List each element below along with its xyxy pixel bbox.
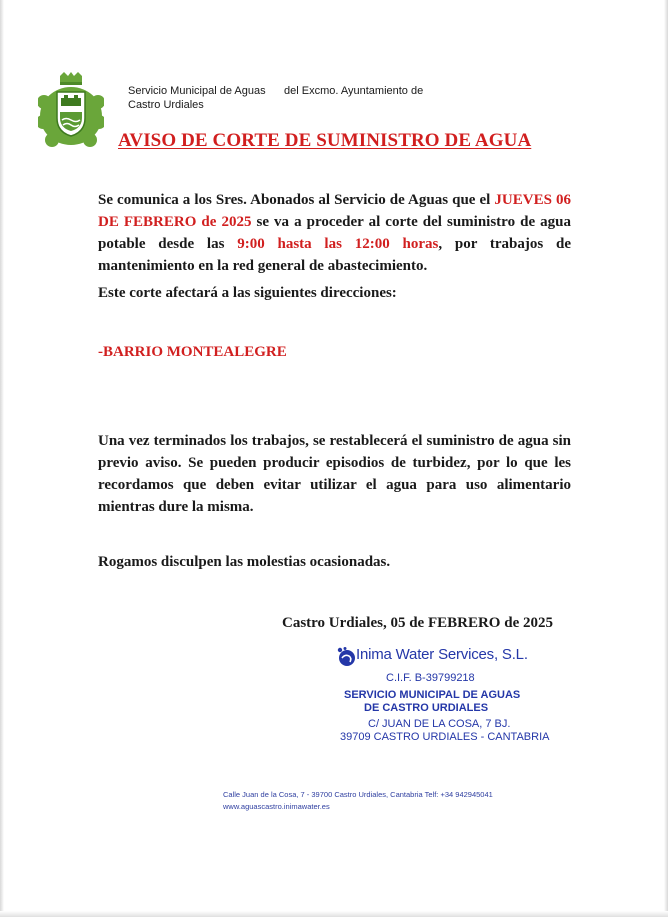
water-drop-icon	[336, 646, 356, 668]
coat-of-arms-logo	[38, 72, 104, 148]
restore-paragraph: Una vez terminados los trabajos, se restablecerá el suministro de agua sin previo aviso. Se pueden producir episodios de turbidez, por lo que les recordamos que deben evitar utilizar el agua para uso alimentario mientras dure la misma.	[98, 433, 571, 515]
place-date: Castro Urdiales, 05 de FEBRERO de 2025	[282, 615, 553, 631]
date-highlight: JUEVES 06 DE FEBRERO de 2025	[98, 192, 571, 230]
stamp-brand: Inima Water Services, S.L.	[356, 646, 528, 663]
org-name-line2: Castro Urdiales	[128, 99, 204, 111]
page-edge-left	[0, 0, 4, 917]
footer-address: Calle Juan de la Cosa, 7 - 39700 Castro Urdiales, Cantabria Telf: +34 942945041	[223, 790, 493, 799]
apology-text: Rogamos disculpen las molestias ocasionadas.	[98, 554, 391, 570]
org-name-line1b: del Excmo. Ayuntamiento de	[284, 85, 424, 97]
footer-website: www.aguascastro.inimawater.es	[223, 802, 330, 811]
stamp-service-line2: DE CASTRO URDIALES	[364, 702, 489, 714]
org-name-line1: Servicio Municipal de Aguas	[128, 85, 266, 97]
notice-title: AVISO DE CORTE DE SUMINISTRO DE AGUA	[118, 130, 532, 151]
affects-text: Este corte afectará a las siguientes direcciones:	[98, 285, 397, 301]
page-edge-right	[664, 0, 668, 917]
notice-intro-paragraph	[98, 189, 571, 277]
stamp-cif: C.I.F. B-39799218	[386, 672, 475, 684]
stamp-address-line2: 39709 CASTRO URDIALES - CANTABRIA	[340, 731, 550, 743]
intro-text-a: Se comunica a los Sres. Abonados al Servicio de Aguas que el	[98, 192, 495, 208]
intro-text-b: se va a proceder al corte del suministro de agua potable desde las	[98, 214, 571, 252]
company-stamp	[336, 644, 550, 748]
intro-text-c: , por trabajos de mantenimiento en la red general de abastecimiento.	[98, 236, 571, 274]
page-edge-bottom	[0, 911, 668, 917]
affected-address: -BARRIO MONTEALEGRE	[98, 344, 287, 360]
time-highlight: 9:00 hasta las 12:00 horas	[237, 236, 439, 252]
stamp-address-line1: C/ JUAN DE LA COSA, 7 BJ.	[368, 718, 511, 730]
stamp-service-line1: SERVICIO MUNICIPAL DE AGUAS	[344, 689, 521, 701]
